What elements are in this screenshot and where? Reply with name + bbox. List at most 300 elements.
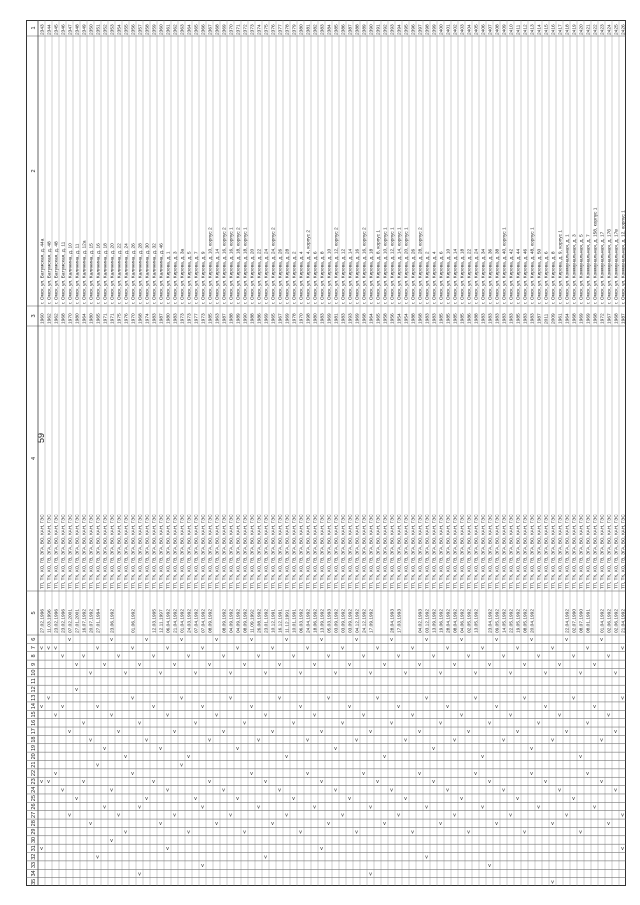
row-codes-cell: ТП, ТК, ХО, ГВ, ЭГА, ВО, КАН, ГЭС xyxy=(81,514,87,589)
row-date-cell: 27.01.1994 xyxy=(96,608,102,633)
row-address-cell: г. Омск, ул. Калинина, д. 12а xyxy=(82,240,88,304)
row-year-cell: 1987 xyxy=(537,313,543,324)
row-date-cell: 20.04.1992 xyxy=(530,608,536,633)
row-year-cell: 1968 xyxy=(61,313,67,324)
check-mark: v xyxy=(103,804,106,811)
row-codes-cell: ТП, ТК, ХО, ГВ, ЭГА, ВО, КАН, ГЭС xyxy=(578,514,584,589)
row-id-cell: 2419 xyxy=(572,24,578,35)
check-mark: v xyxy=(411,712,414,719)
check-mark: v xyxy=(306,770,309,777)
row-address-cell: г. Омск, ул. Калинина, д. 15 xyxy=(89,243,95,304)
row-address-cell: г. Омск, ул. Кирова, д. 50 xyxy=(537,248,543,304)
row-date-cell: 19.06.1992 xyxy=(439,608,445,633)
row-codes-cell: ТП, ТК, ХО, ГВ, ЭГА, ВО, КАН, ГЭС xyxy=(487,514,493,589)
row-id-cell: 2378 xyxy=(285,24,291,35)
row-date-cell: 07.02.2001 xyxy=(68,608,74,633)
row-address-cell: г. Омск, ул. Калинина, д. 10 xyxy=(68,243,74,304)
row-id-cell: 2405 xyxy=(474,24,480,35)
check-mark: v xyxy=(460,795,463,802)
row-id-cell: 2349 xyxy=(82,24,88,35)
row-year-cell: 1988 xyxy=(250,313,256,324)
row-address-cell: г. Омск, ул. Кирова, д. 7 xyxy=(194,251,200,304)
row-address-cell: г. Омск, ул. Кирова, д. 6 xyxy=(313,251,319,304)
row-codes-cell: ТП, ТК, ХО, ГВ, ЭГА, ВО, КАН, ГЭС xyxy=(319,514,325,589)
check-mark: v xyxy=(418,729,421,736)
check-mark: v xyxy=(250,703,253,710)
row-year-cell: 1967 xyxy=(278,313,284,324)
check-mark: v xyxy=(418,770,421,777)
row-year-cell: 1969 xyxy=(327,313,333,324)
row-date-cell: 13.09.1992 xyxy=(320,608,326,633)
row-address-cell: г. Омск, ул. Кирова, д. 14 xyxy=(453,248,459,304)
row-year-cell: 1954 xyxy=(397,313,403,324)
check-mark: v xyxy=(586,645,589,652)
row-year-cell: 1970 xyxy=(68,313,74,324)
check-mark: v xyxy=(432,779,435,786)
row-id-cell: 2399 xyxy=(432,24,438,35)
check-mark: v xyxy=(607,821,610,828)
check-mark: v xyxy=(299,703,302,710)
check-mark: v xyxy=(40,779,43,786)
row-codes-cell: ТП, ТК, ХО, ГВ, ЭГА, ВО, КАН, ГЭС xyxy=(347,514,353,589)
check-mark: v xyxy=(467,829,470,836)
check-mark: v xyxy=(82,720,85,727)
row-codes-cell: ТП, ТК, ХО, ГВ, ЭГА, ВО, КАН, ГЭС xyxy=(431,514,437,589)
check-mark: v xyxy=(117,729,120,736)
check-mark: v xyxy=(292,653,295,660)
row-address-cell: г. Омск, ул. Кирова, д. 24 xyxy=(474,248,480,304)
row-codes-cell: ТП, ТК, ХО, ГВ, ЭГА, ВО, КАН, ГЭС xyxy=(620,514,626,589)
row-id-cell: 2354 xyxy=(117,24,123,35)
row-year-cell: 1972 xyxy=(600,313,606,324)
check-mark: v xyxy=(460,712,463,719)
row-codes-cell: ТП, ТК, ХО, ГВ, ЭГА, ВО, КАН, ГЭС xyxy=(494,514,500,589)
row-codes-cell: ТП, ТК, ХО, ГВ, ЭГА, ВО, КАН, ГЭС xyxy=(46,514,52,589)
row-id-cell: 2420 xyxy=(579,24,585,35)
column-header: 35 xyxy=(31,878,37,885)
check-mark: v xyxy=(243,662,246,669)
row-id-cell: 2421 xyxy=(586,24,592,35)
check-mark: v xyxy=(425,695,428,702)
row-codes-cell: ТП, ТК, ХО, ГВ, ЭГА, ВО, КАН, ГЭС xyxy=(599,514,605,589)
column-header: 18 xyxy=(31,736,37,743)
check-mark: v xyxy=(446,787,449,794)
row-address-cell: г. Омск, ул. Калинина, д. 16 xyxy=(96,243,102,304)
row-date-cell: 18.06.1992 xyxy=(313,608,319,633)
row-year-cell: 1962 xyxy=(47,313,53,324)
row-year-cell: 1969 xyxy=(586,313,592,324)
check-mark: v xyxy=(110,636,113,643)
row-id-cell: 2368 xyxy=(215,24,221,35)
check-mark: v xyxy=(327,695,330,702)
check-mark: v xyxy=(509,670,512,677)
row-id-cell: 2409 xyxy=(502,24,508,35)
check-mark: v xyxy=(222,729,225,736)
row-codes-cell: ТП, ТК, ХО, ГВ, ЭГА, ВО, КАН, ГЭС xyxy=(466,514,472,589)
check-mark: v xyxy=(621,645,624,652)
check-mark: v xyxy=(124,670,127,677)
check-mark: v xyxy=(215,636,218,643)
row-address-cell: г. Омск, ул. Батумская, д. 44а xyxy=(40,238,46,304)
check-mark: v xyxy=(383,662,386,669)
row-year-cell: 1985 xyxy=(516,313,522,324)
check-mark: v xyxy=(369,871,372,878)
row-codes-cell: ТП, ТК, ХО, ГВ, ЭГА, ВО, КАН, ГЭС xyxy=(151,514,157,589)
check-mark: v xyxy=(75,795,78,802)
check-mark: v xyxy=(159,821,162,828)
row-year-cell: 1988 xyxy=(474,313,480,324)
row-address-cell: г. Омск, ул. Калинина, д. 28 xyxy=(138,243,144,304)
row-codes-cell: ТП, ТК, ХО, ГВ, ЭГА, ВО, КАН, ГЭС xyxy=(571,514,577,589)
row-year-cell: 1954 xyxy=(404,313,410,324)
row-date-cell: 22.04.1992 xyxy=(565,608,571,633)
row-id-cell: 2381 xyxy=(306,24,312,35)
row-codes-cell: ТП, ТК, ХО, ГВ, ЭГА, ВО, КАН, ГЭС xyxy=(403,514,409,589)
row-address-cell: г. Омск, ул. Кирова, д. 4 xyxy=(299,251,305,304)
check-mark: v xyxy=(68,636,71,643)
column-header: 10 xyxy=(31,669,37,676)
row-date-cell: 13.05.1992 xyxy=(474,608,480,633)
column-header: 28 xyxy=(31,820,37,827)
row-codes-cell: ТП, ТК, ХО, ГВ, ЭГА, ВО, КАН, ГЭС xyxy=(515,514,521,589)
row-date-cell: 17.09.1992 xyxy=(369,608,375,633)
row-date-cell: 03.09.1992 xyxy=(348,608,354,633)
row-year-cell: 1983 xyxy=(509,313,515,324)
row-date-cell: 23.02.1996 xyxy=(54,608,60,633)
row-address-cell: г. Омск, ул. Кирова, д. 34 xyxy=(481,248,487,304)
row-year-cell: 1965 xyxy=(96,313,102,324)
check-mark: v xyxy=(257,804,260,811)
column-header: 14 xyxy=(31,703,37,710)
row-codes-cell: ТП, ТК, ХО, ГВ, ЭГА, ВО, КАН, ГЭС xyxy=(200,514,206,589)
check-mark: v xyxy=(621,695,624,702)
check-mark: v xyxy=(285,636,288,643)
row-year-cell: 1983 xyxy=(530,313,536,324)
check-mark: v xyxy=(537,804,540,811)
row-address-cell: г. Омск, ул. Кирова, д. 18, корпус 2 xyxy=(236,227,242,304)
row-address-cell: г. Омск, ул. Кирова, д. 9 xyxy=(201,251,207,304)
check-mark: v xyxy=(285,754,288,761)
row-year-cell: 1985 xyxy=(460,313,466,324)
check-mark: v xyxy=(432,745,435,752)
check-mark: v xyxy=(68,729,71,736)
check-mark: v xyxy=(369,804,372,811)
row-id-cell: 2373 xyxy=(250,24,256,35)
check-mark: v xyxy=(558,662,561,669)
column-header: 3 xyxy=(31,314,37,318)
row-codes-cell: ТП, ТК, ХО, ГВ, ЭГА, ВО, КАН, ГЭС xyxy=(95,514,101,589)
row-year-cell: 1983 xyxy=(488,313,494,324)
row-id-cell: 2400 xyxy=(439,24,445,35)
row-id-cell: 2343 xyxy=(40,24,46,35)
row-codes-cell: ТП, ТК, ХО, ГВ, ЭГА, ВО, КАН, ГЭС xyxy=(137,514,143,589)
row-address-cell: г. Омск, ул. Кирова, д. 18, корпус 1 xyxy=(243,227,249,304)
row-id-cell: 2377 xyxy=(278,24,284,35)
check-mark: v xyxy=(110,787,113,794)
row-codes-cell: ТП, ТК, ХО, ГВ, ЭГА, ВО, КАН, ГЭС xyxy=(382,514,388,589)
row-address-cell: г. Омск, ул. Кирова, д. 46 xyxy=(523,248,529,304)
check-mark: v xyxy=(208,662,211,669)
check-mark: v xyxy=(166,712,169,719)
row-date-cell: 08.09.1992 xyxy=(208,608,214,633)
row-codes-cell: ТП, ТК, ХО, ГВ, ЭГА, ВО, КАН, ГЭС xyxy=(123,514,129,589)
check-mark: v xyxy=(411,829,414,836)
row-codes-cell: ТП, ТК, ХО, ГВ, ЭГА, ВО, КАН, ГЭС xyxy=(53,514,59,589)
check-mark: v xyxy=(243,720,246,727)
row-address-cell: г. Омск, ул. Калинина, д. 30 xyxy=(145,243,151,304)
row-codes-cell: ТП, ТК, ХО, ГВ, ЭГА, ВО, КАН, ГЭС xyxy=(424,514,430,589)
check-mark: v xyxy=(110,837,113,844)
check-mark: v xyxy=(173,812,176,819)
row-year-cell: 1973 xyxy=(187,313,193,324)
check-mark: v xyxy=(579,829,582,836)
row-codes-cell: ТП, ТК, ХО, ГВ, ЭГА, ВО, КАН, ГЭС xyxy=(543,514,549,589)
check-mark: v xyxy=(488,720,491,727)
check-mark: v xyxy=(355,636,358,643)
row-id-cell: 2424 xyxy=(607,24,613,35)
row-id-cell: 2392 xyxy=(383,24,389,35)
check-mark: v xyxy=(495,703,498,710)
check-mark: v xyxy=(159,670,162,677)
check-mark: v xyxy=(124,754,127,761)
row-date-cell: 01.04.1992 xyxy=(180,608,186,633)
column-header: 13 xyxy=(31,694,37,701)
row-year-cell: 1962 xyxy=(54,313,60,324)
check-mark: v xyxy=(96,854,99,861)
check-mark: v xyxy=(355,737,358,744)
row-id-cell: 2411 xyxy=(516,24,522,35)
row-id-cell: 2359 xyxy=(152,24,158,35)
row-year-cell: 1998 xyxy=(306,313,312,324)
check-mark: v xyxy=(159,745,162,752)
check-mark: v xyxy=(75,687,78,694)
check-mark: v xyxy=(236,745,239,752)
row-year-cell: 1965 xyxy=(376,313,382,324)
row-address-cell: г. Омск, ул. Кирова, д. 20, корпус 1 xyxy=(404,227,410,304)
row-address-cell: г. Омск, ул. Калинина, д. 26 xyxy=(131,243,137,304)
check-mark: v xyxy=(320,779,323,786)
row-address-cell: г. Омск, ул. Кирова, д. 8 xyxy=(320,251,326,304)
check-mark: v xyxy=(565,636,568,643)
check-mark: v xyxy=(271,729,274,736)
check-mark: v xyxy=(180,636,183,643)
check-mark: v xyxy=(166,846,169,853)
row-year-cell: 1993 xyxy=(348,313,354,324)
check-mark: v xyxy=(187,653,190,660)
row-codes-cell: ТП, ТК, ХО, ГВ, ЭГА, ВО, КАН, ГЭС xyxy=(263,514,269,589)
check-mark: v xyxy=(544,670,547,677)
row-address-cell: г. Омск, ул. Калинина, д. 18 xyxy=(103,243,109,304)
row-codes-cell: ТП, ТК, ХО, ГВ, ЭГА, ВО, КАН, ГЭС xyxy=(396,514,402,589)
row-date-cell: 02.07.1990 xyxy=(572,608,578,633)
check-mark: v xyxy=(187,829,190,836)
row-id-cell: 2364 xyxy=(187,24,193,35)
check-mark: v xyxy=(194,795,197,802)
check-mark: v xyxy=(474,670,477,677)
row-date-cell: 08.04.1992 xyxy=(453,608,459,633)
check-mark: v xyxy=(40,846,43,853)
row-codes-cell: ТП, ТК, ХО, ГВ, ЭГА, ВО, КАН, ГЭС xyxy=(368,514,374,589)
check-mark: v xyxy=(103,662,106,669)
row-codes-cell: ТП, ТК, ХО, ГВ, ЭГА, ВО, КАН, ГЭС xyxy=(67,514,73,589)
row-address-cell: г. Омск, ул. Кирова, д. 28, корпус 2 xyxy=(418,227,424,304)
check-mark: v xyxy=(75,662,78,669)
check-mark: v xyxy=(54,770,57,777)
row-address-cell: г. Омск, ул. Кирова, д. 48, корпус 1 xyxy=(530,227,536,304)
check-mark: v xyxy=(376,695,379,702)
row-id-cell: 2344 xyxy=(47,24,53,35)
row-address-cell: г. Омск, ул. Кирова, д. 42 xyxy=(509,248,515,304)
check-mark: v xyxy=(404,670,407,677)
row-id-cell: 2417 xyxy=(558,24,564,35)
row-address-cell: г. Омск, ул. Калинина, д. 46 xyxy=(159,243,165,304)
row-id-cell: 2366 xyxy=(201,24,207,35)
check-mark: v xyxy=(411,645,414,652)
check-mark: v xyxy=(495,636,498,643)
row-year-cell: 1987 xyxy=(222,313,228,324)
check-mark: v xyxy=(313,804,316,811)
row-id-cell: 2416 xyxy=(551,24,557,35)
row-date-cell: 04.06.1992 xyxy=(460,608,466,633)
row-address-cell: г. Омск, ул. Коммунальная, д. 12, корпус 1 xyxy=(621,210,626,304)
row-id-cell: 2398 xyxy=(425,24,431,35)
row-year-cell: 1983 xyxy=(320,313,326,324)
row-address-cell: г. Омск, ул. Кирова, д. 4 xyxy=(432,251,438,304)
row-date-cell: 11.03.1996 xyxy=(47,609,53,633)
row-address-cell: г. Омск, ул. Кирова, д. 6 xyxy=(544,251,550,304)
check-mark: v xyxy=(271,645,274,652)
row-address-cell: г. Омск, ул. Кирова, д. 18 xyxy=(460,248,466,304)
row-codes-cell: ТП, ТК, ХО, ГВ, ЭГА, ВО, КАН, ГЭС xyxy=(270,514,276,589)
check-mark: v xyxy=(208,779,211,786)
row-address-cell: г. Омск, ул. Кирова, д. 26 xyxy=(411,248,417,304)
row-date-cell: 24.03.1992 xyxy=(187,608,193,633)
row-year-cell: 1980 xyxy=(166,313,172,324)
row-codes-cell: ТП, ТК, ХО, ГВ, ЭГА, ВО, КАН, ГЭС xyxy=(214,514,220,589)
check-mark: v xyxy=(236,795,239,802)
row-year-cell: 1986 xyxy=(257,313,263,324)
check-mark: v xyxy=(54,645,57,652)
check-mark: v xyxy=(355,829,358,836)
check-mark: v xyxy=(404,737,407,744)
row-year-cell: 1964 xyxy=(82,313,88,324)
check-mark: v xyxy=(96,703,99,710)
row-address-cell: г. Омск, ул. Коммунальная, д. 17 xyxy=(600,231,606,304)
check-mark: v xyxy=(439,670,442,677)
check-mark: v xyxy=(509,812,512,819)
check-mark: v xyxy=(558,712,561,719)
check-mark: v xyxy=(362,770,365,777)
row-date-cell: 23.04.1992 xyxy=(488,608,494,633)
row-date-cell: 08.01.1991 xyxy=(586,608,592,633)
row-year-cell: 1969 xyxy=(355,313,361,324)
check-mark: v xyxy=(334,670,337,677)
check-mark: v xyxy=(432,653,435,660)
check-mark: v xyxy=(593,662,596,669)
row-date-cell: 24.12.1992 xyxy=(362,608,368,633)
check-mark: v xyxy=(103,745,106,752)
check-mark: v xyxy=(348,662,351,669)
row-codes-cell: ТП, ТК, ХО, ГВ, ЭГА, ВО, КАН, ГЭС xyxy=(74,514,80,589)
check-mark: v xyxy=(453,737,456,744)
row-codes-cell: ТП, ТК, ХО, ГВ, ЭГА, ВО, КАН, ГЭС xyxy=(361,514,367,589)
row-date-cell: 04.12.1992 xyxy=(355,608,361,633)
row-address-cell: г. Омск, ул. Кирова, д. 6 xyxy=(439,251,445,304)
row-address-cell: г. Омск, ул. Кирова, д. 5 xyxy=(187,251,193,304)
row-year-cell: 1968 xyxy=(362,313,368,324)
check-mark: v xyxy=(383,754,386,761)
check-mark: v xyxy=(369,670,372,677)
row-codes-cell: ТП, ТК, ХО, ГВ, ЭГА, ВО, КАН, ГЭС xyxy=(277,514,283,589)
row-codes-cell: ТП, ТК, ХО, ГВ, ЭГА, ВО, КАН, ГЭС xyxy=(326,514,332,589)
row-year-cell: 1968 xyxy=(418,313,424,324)
row-year-cell: 1969 xyxy=(285,313,291,324)
row-id-cell: 2374 xyxy=(257,24,263,35)
check-mark: v xyxy=(271,821,274,828)
check-mark: v xyxy=(341,645,344,652)
column-header: 21 xyxy=(31,761,37,768)
check-mark: v xyxy=(621,846,624,853)
column-header: 33 xyxy=(31,862,37,869)
row-address-cell: г. Омск, ул. Калинина, д. 32 xyxy=(152,243,158,304)
check-mark: v xyxy=(131,770,134,777)
check-mark: v xyxy=(320,636,323,643)
check-mark: v xyxy=(222,787,225,794)
row-date-cell: 12.03.1995 xyxy=(152,608,158,633)
row-date-cell: 21.04.1992 xyxy=(173,608,179,633)
check-mark: v xyxy=(278,787,281,794)
check-mark: v xyxy=(152,653,155,660)
row-date-cell: 12.11.1997 xyxy=(159,609,165,633)
row-year-cell: 1983 xyxy=(523,313,529,324)
row-date-cell: 16.07.1992 xyxy=(82,608,88,633)
column-header: 1 xyxy=(31,26,37,30)
check-mark: v xyxy=(376,645,379,652)
check-mark: v xyxy=(264,779,267,786)
check-mark: v xyxy=(313,712,316,719)
row-codes-cell: ТП, ТК, ХО, ГВ, ЭГА, ВО, КАН, ГЭС xyxy=(305,514,311,589)
row-year-cell: 1964 xyxy=(565,313,571,324)
table-border xyxy=(27,21,626,886)
check-mark: v xyxy=(579,754,582,761)
row-id-cell: 2363 xyxy=(180,24,186,35)
row-id-cell: 2360 xyxy=(159,24,165,35)
check-mark: v xyxy=(327,821,330,828)
row-date-cell: 09.05.1992 xyxy=(495,608,501,633)
check-mark: v xyxy=(173,662,176,669)
check-mark: v xyxy=(516,729,519,736)
row-codes-cell: ТП, ТК, ХО, ГВ, ЭГА, ВО, КАН, ГЭС xyxy=(375,514,381,589)
check-mark: v xyxy=(565,812,568,819)
column-header: 7 xyxy=(31,646,37,650)
row-id-cell: 2372 xyxy=(243,24,249,35)
row-address-cell: г. Омск, ул. Кирова, д. 44 xyxy=(516,248,522,304)
check-mark: v xyxy=(621,812,624,819)
row-id-cell: 2358 xyxy=(145,24,151,35)
row-codes-cell: ТП, ТК, ХО, ГВ, ЭГА, ВО, КАН, ГЭС xyxy=(473,514,479,589)
row-address-cell: г. Омск, ул. Кирова, д. 8 xyxy=(551,251,557,304)
row-year-cell: 1983 xyxy=(152,313,158,324)
row-year-cell: 1970 xyxy=(299,313,305,324)
row-address-cell: г. Омск, ул. Кирова, д. 16, корпус 1 xyxy=(229,227,235,304)
row-date-cell: 05.03.1993 xyxy=(327,608,333,633)
check-mark: v xyxy=(544,703,547,710)
check-mark: v xyxy=(89,670,92,677)
check-mark: v xyxy=(320,846,323,853)
check-mark: v xyxy=(201,703,204,710)
row-id-cell: 2390 xyxy=(369,24,375,35)
check-mark: v xyxy=(404,795,407,802)
